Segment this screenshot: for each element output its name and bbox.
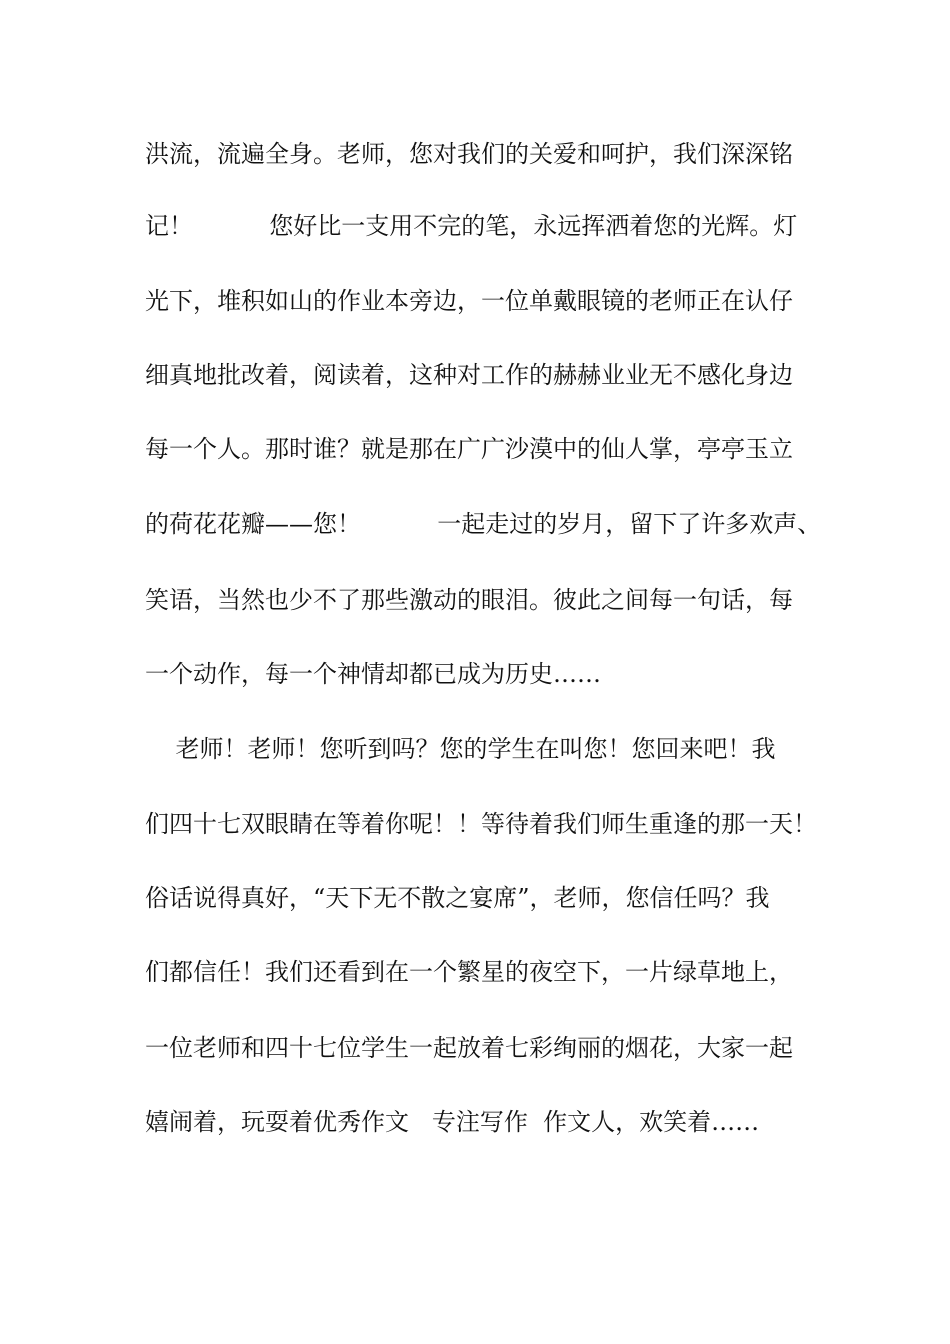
text-line: 一位老师和四十七位学生一起放着七彩绚丽的烟花，大家一起: [145, 1034, 793, 1062]
text-line: 细真地批改着，阅读着，这种对工作的赫赫业业无不感化身边: [145, 361, 793, 389]
text-line: 一个动作，每一个神情却都已成为历史……: [145, 660, 601, 688]
text-line: 洪流，流遍全身。老师，您对我们的关爱和呵护，我们深深铭: [145, 140, 793, 168]
text-line: 光下，堆积如山的作业本旁边，一位单戴眼镜的老师正在认仔: [145, 287, 793, 315]
text-line: 的荷花花瓣——您！ 一起走过的岁月，留下了许多欢声、: [145, 510, 822, 538]
text-line: 记！ 您好比一支用不完的笔，永远挥洒着您的光辉。灯: [145, 212, 798, 240]
text-line: 每一个人。那时谁？就是那在广广沙漠中的仙人掌，亭亭玉立: [145, 435, 793, 463]
text-line: 老师！老师！您听到吗？您的学生在叫您！您回来吧！我: [145, 735, 776, 763]
text-line: 俗话说得真好，“天下无不散之宴席”，老师，您信任吗？我: [145, 884, 770, 912]
text-line: 们都信任！我们还看到在一个繁星的夜空下，一片绿草地上，: [145, 958, 793, 986]
text-line: 嬉闹着，玩耍着优秀作文 专注写作 作文人，欢笑着……: [145, 1108, 760, 1136]
text-line: 们四十七双眼睛在等着你呢！！等待着我们师生重逢的那一天！: [145, 810, 817, 838]
text-line: 笑语，当然也少不了那些激动的眼泪。彼此之间每一句话，每: [145, 586, 793, 614]
